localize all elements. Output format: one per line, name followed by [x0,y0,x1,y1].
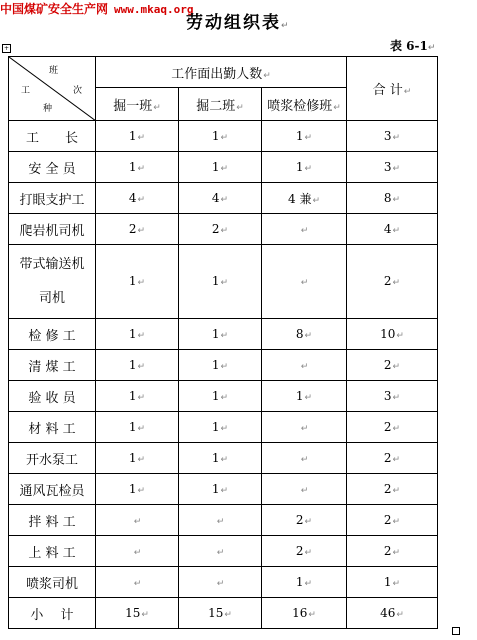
value-cell [179,214,262,245]
value-cell [96,381,179,412]
table-row [9,505,438,536]
value-cell [179,152,262,183]
row-label: 上 料 工 [28,545,76,561]
table-row [9,536,438,567]
value-cell [262,214,347,245]
cell-value: 1 [211,159,220,174]
cell-value: 2 [383,274,392,288]
cell-value: 3 [383,159,392,174]
value-cell [262,350,347,381]
total-cell [347,474,438,505]
cell-value: 1 [128,326,137,341]
group-header-cell: 工作面出勤人数↵ [96,57,347,88]
cell-value: 8 [383,190,392,205]
corner-label-right: 次 [73,86,83,96]
subheader-cell: 掘二班↵ [179,88,262,121]
cell-end-mark-icon: ↵ [220,392,229,403]
row-label: 打眼支护工 [19,192,85,208]
cell-end-mark-icon: ↵ [141,609,149,620]
value-cell [262,474,347,505]
row-label-cell [9,412,96,443]
cell-end-mark-icon: ↵ [137,132,146,143]
cell-end-mark-icon: ↵ [137,225,146,236]
watermark-site: www.mkaq.org [114,3,194,16]
cell-end-mark-icon: ↵ [396,609,404,620]
value-cell [96,598,179,629]
row-label: 爬岩机司机 [19,223,85,239]
header-corner-cell [9,57,96,121]
cell-end-mark-icon: ↵ [137,194,146,205]
value-cell [179,319,262,350]
cell-value: 2 [383,512,392,527]
cell-end-mark-icon: ↵ [300,361,309,372]
row-label-cell [9,505,96,536]
watermark [0,0,194,17]
row-label-cell [9,121,96,152]
row-label-cell [9,598,96,629]
total-cell [347,567,438,598]
value-cell [262,443,347,474]
value-cell [179,505,262,536]
value-cell [179,121,262,152]
cell-value: 1 [211,326,220,341]
table-number [390,37,435,54]
cell-end-mark-icon: ↵ [133,547,142,558]
cell-end-mark-icon: ↵ [220,163,229,174]
row-label-cell [9,319,96,350]
value-cell [179,381,262,412]
value-cell [179,474,262,505]
paragraph-mark-icon: ↵ [427,43,436,53]
cell-value: 1 [295,388,304,403]
cell-value: 4 [383,221,392,236]
total-cell [347,412,438,443]
cell-end-mark-icon: ↵ [392,516,401,527]
cell-value: 16 [292,605,308,620]
total-cell [347,350,438,381]
cell-value: 10 [380,326,396,341]
cell-end-mark-icon: ↵ [300,423,309,434]
cell-value: 1 [128,388,137,403]
value-cell [179,536,262,567]
row-label: 材 料 工 [28,421,76,437]
cell-value: 2 [383,543,392,558]
row-label: 带式输送机司机 [19,256,85,306]
value-cell [262,121,347,152]
value-cell [96,412,179,443]
total-cell [347,214,438,245]
value-cell [179,183,262,214]
cell-value: 2 [128,221,137,236]
cell-end-mark-icon: ↵ [216,516,225,527]
cell-end-mark-icon: ↵ [304,330,313,341]
cell-end-mark-icon: ↵ [220,194,229,205]
cell-value: 2 [383,450,392,465]
row-label-cell [9,152,96,183]
cell-end-mark-icon: ↵ [392,225,401,236]
value-cell [262,505,347,536]
cell-end-mark-icon: ↵ [137,278,146,288]
table-row [9,567,438,598]
total-cell [347,245,438,319]
table-row [9,350,438,381]
table-row [9,381,438,412]
value-cell [262,183,347,214]
cell-end-mark-icon: ↵ [304,392,313,403]
cell-end-mark-icon: ↵ [216,547,225,558]
subheader-cell: 掘一班↵ [96,88,179,121]
total-cell [347,152,438,183]
subheader-label: 掘二班 [196,98,236,114]
cell-end-mark-icon: ↵ [392,454,401,465]
table-body [9,121,438,629]
value-cell [262,567,347,598]
table-row [9,412,438,443]
value-cell [179,443,262,474]
value-cell [96,505,179,536]
cell-end-mark-icon: ↵ [300,454,309,465]
total-cell [347,536,438,567]
row-label: 清 煤 工 [28,359,76,375]
cell-value: 2 [295,512,304,527]
value-cell [96,152,179,183]
cell-end-mark-icon: ↵ [392,392,401,403]
cell-end-mark-icon: ↵ [216,578,225,589]
corner-label-left: 工 [21,86,31,96]
cell-value: 2 [211,221,220,236]
cell-end-mark-icon: ↵ [220,132,229,143]
row-label: 开水泵工 [25,452,78,468]
cell-end-mark-icon: ↵ [300,485,309,496]
cell-end-mark-icon: ↵ [137,392,146,403]
table-row [9,319,438,350]
value-cell [96,350,179,381]
table-move-handle-icon[interactable]: + [3,45,10,52]
cell-value: 1 [128,128,137,143]
table-row [9,183,438,214]
row-label-cell [9,381,96,412]
cell-value: 2 [383,357,392,372]
row-label-cell [9,474,96,505]
value-cell [262,381,347,412]
row-label: 小 计 [30,607,74,623]
table-row [9,474,438,505]
cell-value: 1 [295,128,304,143]
cell-end-mark-icon: ↵ [224,609,232,620]
cell-end-mark-icon: ↵ [137,423,146,434]
total-cell [347,381,438,412]
value-cell [262,412,347,443]
total-cell [347,505,438,536]
cell-value: 1 [128,274,137,288]
cell-value: 1 [211,419,220,434]
cell-end-mark-icon: ↵ [137,330,146,341]
cell-value: 1 [128,419,137,434]
value-cell [96,319,179,350]
table-row [9,245,438,319]
value-cell [96,443,179,474]
subheader-cell: 喷浆检修班↵ [262,88,347,121]
cell-end-mark-icon: ↵ [304,163,313,174]
total-cell [347,443,438,474]
cell-value: 1 [295,574,304,589]
row-label: 验 收 员 [28,390,76,406]
total-cell [347,121,438,152]
cell-end-mark-icon: ↵ [220,485,229,496]
group-header-label: 工作面出勤人数 [171,66,263,82]
cell-value: 1 [128,357,137,372]
cell-end-mark-icon: ↵ [392,194,401,205]
subheader-label: 喷浆检修班 [267,98,333,114]
cell-end-mark-icon: ↵ [304,132,313,143]
cell-end-mark-icon: ↵ [304,547,313,558]
table-row [9,152,438,183]
cell-value: 15 [208,605,224,620]
table-row [9,121,438,152]
row-label: 通风瓦检员 [19,483,85,499]
cell-end-mark-icon: ↵ [137,454,146,465]
value-cell [179,245,262,319]
value-cell [179,598,262,629]
cell-value: 1 [128,450,137,465]
cell-end-mark-icon: ↵ [392,547,401,558]
watermark-name: 中国煤矿安全生产网 [0,2,109,16]
table-resize-handle-icon[interactable] [452,627,460,635]
cell-value: 15 [125,605,141,620]
corner-label-bottom: 种 [43,104,53,114]
cell-value: 1 [211,450,220,465]
value-cell [179,567,262,598]
row-label: 喷浆司机 [25,576,78,592]
value-cell [179,350,262,381]
cell-end-mark-icon: ↵ [308,609,316,620]
cell-end-mark-icon: ↵ [392,485,401,496]
row-label-cell [9,350,96,381]
cell-end-mark-icon: ↵ [220,423,229,434]
cell-value: 3 [383,388,392,403]
cell-value: 46 [380,605,396,620]
cell-end-mark-icon: ↵ [304,516,313,527]
corner-label-top: 班 [49,66,59,76]
cell-value: 4 兼 [288,191,312,206]
cell-value: 1 [211,274,220,288]
cell-end-mark-icon: ↵ [392,132,401,143]
row-label-cell [9,536,96,567]
cell-value: 1 [211,128,220,143]
cell-value: 4 [128,190,137,205]
cell-end-mark-icon: ↵ [312,195,320,206]
total-header-cell: 合 计↵ [347,57,438,121]
cell-value: 1 [383,574,392,589]
value-cell [96,536,179,567]
cell-value: 1 [211,481,220,496]
cell-value: 1 [211,388,220,403]
row-label: 工 长 [25,130,78,146]
cell-value: 2 [383,419,392,434]
cell-end-mark-icon: ↵ [220,361,229,372]
cell-end-mark-icon: ↵ [300,278,309,288]
value-cell [262,598,347,629]
row-label-cell [9,183,96,214]
labor-organization-table [8,56,438,629]
row-label: 安 全 员 [28,161,76,177]
total-header-label: 合 计 [372,83,403,98]
total-cell [347,183,438,214]
row-label-cell [9,214,96,245]
cell-end-mark-icon: ↵ [392,278,401,288]
value-cell [262,245,347,319]
row-label: 检 修 工 [28,328,76,344]
cell-value: 8 [295,326,304,341]
cell-end-mark-icon: ↵ [392,578,401,589]
page-title-text: 劳动组织表 [186,13,281,33]
cell-end-mark-icon: ↵ [137,163,146,174]
cell-end-mark-icon: ↵ [137,361,146,372]
cell-end-mark-icon: ↵ [220,454,229,465]
cell-value: 1 [211,357,220,372]
cell-end-mark-icon: ↵ [133,578,142,589]
total-cell [347,319,438,350]
value-cell [96,245,179,319]
paragraph-mark-icon: ↵ [281,21,291,31]
table-number-text: 表 6-1 [390,39,428,53]
row-label-cell [9,245,96,319]
cell-end-mark-icon: ↵ [137,485,146,496]
row-label-cell [9,567,96,598]
cell-end-mark-icon: ↵ [220,278,229,288]
value-cell [96,567,179,598]
cell-value: 1 [295,159,304,174]
cell-end-mark-icon: ↵ [220,225,229,236]
value-cell [262,536,347,567]
total-cell [347,598,438,629]
cell-value: 3 [383,128,392,143]
table-row [9,443,438,474]
cell-end-mark-icon: ↵ [300,225,309,236]
table-row [9,214,438,245]
page-title [186,8,291,33]
cell-end-mark-icon: ↵ [396,330,404,341]
cell-value: 1 [128,159,137,174]
value-cell [262,152,347,183]
cell-end-mark-icon: ↵ [392,361,401,372]
table-row [9,598,438,629]
value-cell [262,319,347,350]
cell-end-mark-icon: ↵ [133,516,142,527]
subheader-label: 掘一班 [113,98,153,114]
value-cell [96,183,179,214]
cell-value: 2 [295,543,304,558]
value-cell [96,121,179,152]
cell-value: 1 [128,481,137,496]
cell-end-mark-icon: ↵ [220,330,229,341]
cell-end-mark-icon: ↵ [392,163,401,174]
value-cell [179,412,262,443]
row-label: 拌 料 工 [28,514,76,530]
cell-end-mark-icon: ↵ [304,578,313,589]
row-label-cell [9,443,96,474]
cell-value: 4 [211,190,220,205]
cell-value: 2 [383,481,392,496]
cell-end-mark-icon: ↵ [392,423,401,434]
value-cell [96,474,179,505]
value-cell [96,214,179,245]
